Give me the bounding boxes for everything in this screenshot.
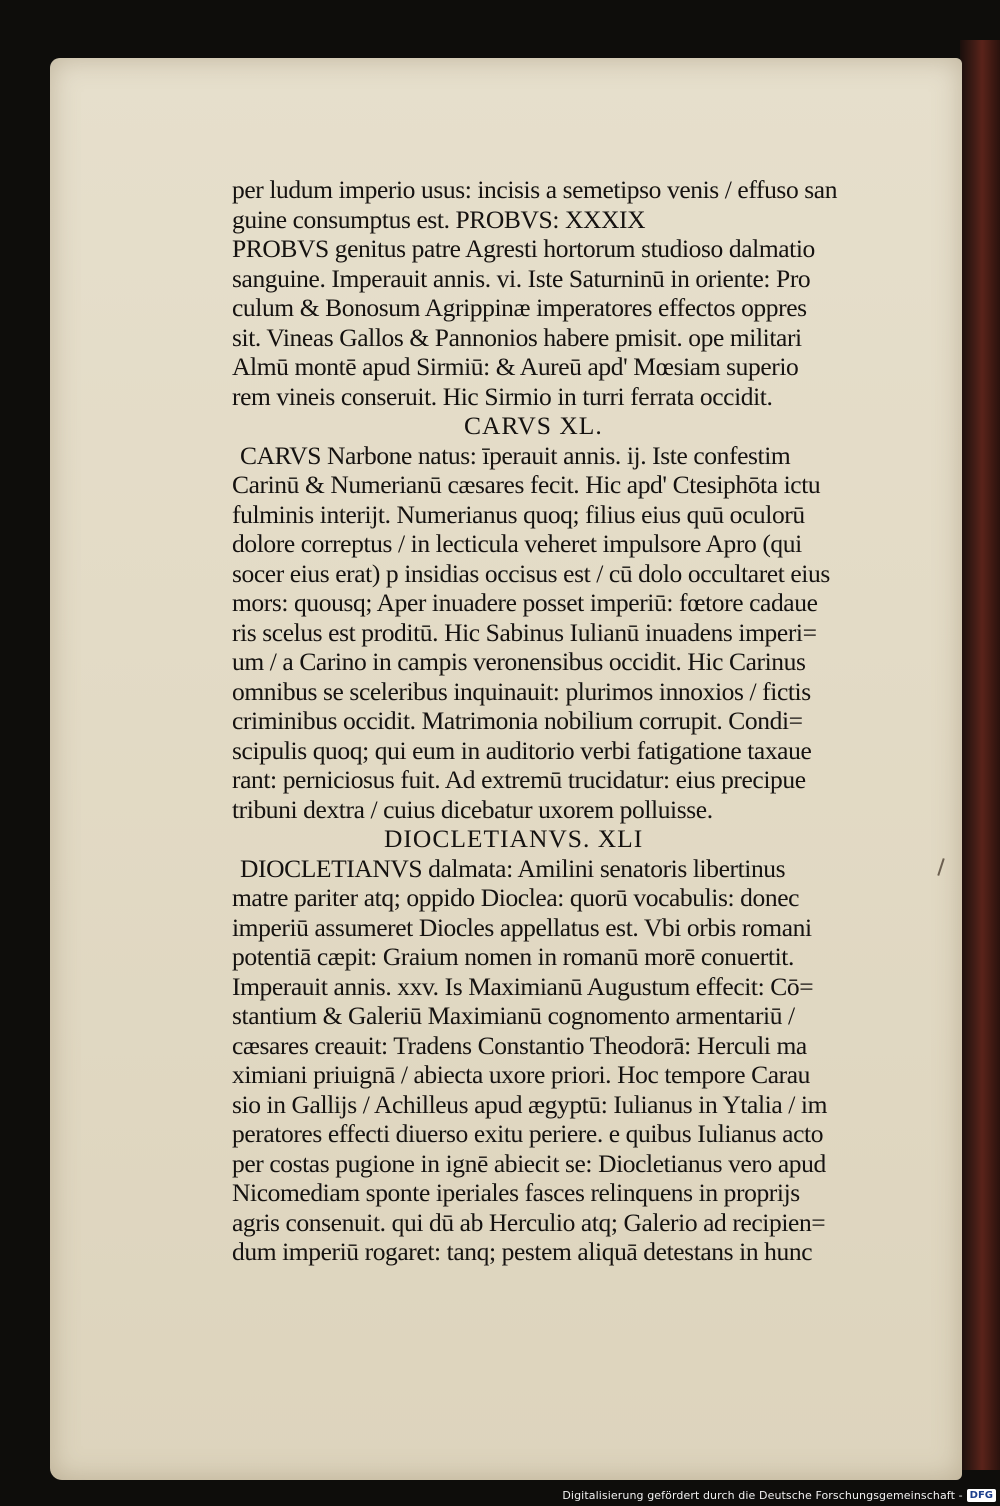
text-line: per costas pugione in ignē abiecit se: Diocletianus vero apud bbox=[232, 1148, 826, 1178]
funding-note: Digitalisierung gefördert durch die Deutsche Forschungsgemeinschaft - bbox=[562, 1488, 963, 1502]
text-line: peratores effecti diuerso exitu periere. e quibus Iulianus acto bbox=[232, 1119, 824, 1148]
page-text bbox=[232, 175, 927, 1267]
footer-bar bbox=[0, 1484, 1000, 1506]
text-line: CARVS Narbone natus: īperauit annis. ij. Iste confestim bbox=[240, 440, 791, 470]
section-heading: DIOCLETIANVS. XLI bbox=[384, 824, 644, 853]
text-line: sio in Gallijs / Achilleus apud ægyptū: Iulianus in Ytalia / im bbox=[232, 1089, 828, 1119]
text-line: mors: quousq; Aper inuadere posset imperiū: fœtore cadaue bbox=[232, 588, 818, 617]
dfg-logo-icon: DFG bbox=[967, 1489, 996, 1502]
text-line: Almū montē apud Sirmiū: & Aureū apd' Mœsiam superio bbox=[232, 352, 799, 381]
text-line: dolore correptus / in lecticula veheret impulsore Apro (qui bbox=[232, 529, 802, 558]
text-line: imperiū assumeret Diocles appellatus est. Vbi orbis romani bbox=[232, 912, 812, 942]
text-line: omnibus se sceleribus inquinauit: plurimos innoxios / fictis bbox=[232, 676, 811, 706]
text-line: stantium & Galeriū Maximianū cognomento armentariū / bbox=[232, 1001, 795, 1030]
text-line: sit. Vineas Gallos & Pannonios habere pmisit. ope militari bbox=[232, 322, 802, 352]
text-line: criminibus occidit. Matrimonia nobilium corrupit. Condi= bbox=[232, 706, 803, 735]
text-line: tribuni dextra / cuius dicebatur uxorem polluisse. bbox=[232, 794, 713, 824]
text-line: Nicomediam sponte iperiales fasces relinquens in proprijs bbox=[232, 1178, 800, 1207]
text-line: DIOCLETIANVS dalmata: Amilini senatoris libertinus bbox=[240, 853, 786, 883]
text-line: cæsares creauit: Tradens Constantio Theodorā: Herculi ma bbox=[232, 1030, 807, 1060]
text-line: ximiani priuignā / abiecta uxore priori. Hoc tempore Carau bbox=[232, 1060, 810, 1089]
text-line: rant: perniciosus fuit. Ad extremū trucidatur: eius precipue bbox=[232, 765, 806, 794]
text-line: um / a Carino in campis veronensibus occidit. Hic Carinus bbox=[232, 647, 806, 676]
text-line: guine consumptus est. PROBVS: XXXIX bbox=[232, 204, 646, 234]
text-line: per ludum imperio usus: incisis a semetipso venis / effuso san bbox=[232, 175, 838, 204]
text-line: potentiā cæpit: Graium nomen in romanū morē conuertit. bbox=[232, 942, 794, 971]
text-line: ris scelus est proditū. Hic Sabinus Iulianū inuadens imperi= bbox=[232, 617, 817, 647]
text-line: agris consenuit. qui dū ab Herculio atq; Galerio ad recipien= bbox=[232, 1207, 826, 1237]
text-line: scipulis quoq; qui eum in auditorio verbi fatigatione taxaue bbox=[232, 735, 812, 765]
text-line: sanguine. Imperauit annis. vi. Iste Saturninū in oriente: Pro bbox=[232, 263, 811, 293]
text-line: fulminis interijt. Numerianus quoq; filius eius quū oculorū bbox=[232, 499, 805, 529]
text-line: dum imperiū rogaret: tanq; pestem aliquā detestans in hunc bbox=[232, 1237, 813, 1266]
text-line: matre pariter atq; oppido Dioclea: quorū vocabulis: donec bbox=[232, 883, 800, 912]
text-line: socer eius erat) p insidias occisus est / cū dolo occultaret eius bbox=[232, 558, 830, 588]
text-line: rem vineis conseruit. Hic Sirmio in turri ferrata occidit. bbox=[232, 381, 773, 411]
text-line: culum & Bonosum Agrippinæ imperatores effectos oppres bbox=[232, 293, 807, 322]
text-line: Imperauit annis. xxv. Is Maximianū Augustum effecit: Cō= bbox=[232, 971, 814, 1001]
text-line: PROBVS genitus patre Agresti hortorum studioso dalmatio bbox=[232, 234, 815, 263]
section-heading: CARVS XL. bbox=[464, 411, 603, 440]
text-line: Carinū & Numerianū cæsares fecit. Hic apd' Ctesiphōta ictu bbox=[232, 470, 821, 499]
book-spine bbox=[960, 40, 1000, 1470]
